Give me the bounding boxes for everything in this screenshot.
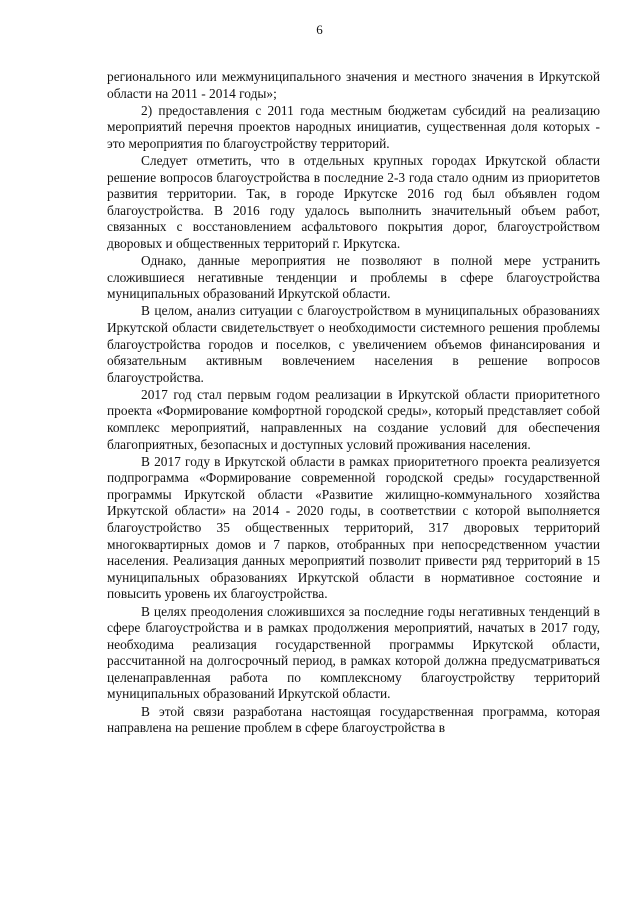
paragraph: Однако, данные мероприятия не позволяют в полной мере устранить сложившиеся негативные тенденции и проблемы в сфере благоустройства муниципальных образований Иркутской области. — [107, 253, 600, 302]
paragraph: Следует отметить, что в отдельных крупных городах Иркутской области решение вопросов благоустройства в последние 2-3 года стало одним из приоритетов развития территории. Так, в городе Иркутске 2016 год был объявлен годом благоустройства. В 2016 году удалось выполнить значительный объем работ, связанных с восстановлением асфальтового покрытия дорог, благоустройством дворовых и общественных территорий г. Иркутска. — [107, 152, 600, 251]
document-body — [107, 69, 600, 737]
paragraph: В целом, анализ ситуации с благоустройством в муниципальных образованиях Иркутской области свидетельствует о необходимости системного решения проблемы благоустройства городов и поселков, с увеличением объемов финансирования и обязательным активным вовлечением населения в решение вопросов благоустройства. — [107, 303, 600, 385]
paragraph: В этой связи разработана настоящая государственная программа, которая направлена на решение проблем в сфере благоустройства в — [107, 703, 600, 736]
page-number: 6 — [316, 22, 323, 37]
paragraph: В целях преодоления сложившихся за последние годы негативных тенденций в сфере благоустройства и в рамках продолжения мероприятий, начатых в 2017 году, необходима реализация государственной программы Иркутской области, рассчитанной на долгосрочный период, в рамках которой должна предусматриваться целенаправленная работа по комплексному благоустройству территорий муниципальных образований Иркутской области. — [107, 603, 600, 702]
paragraph: В 2017 году в Иркутской области в рамках приоритетного проекта реализуется подпрограмма «Формирование современной городской среды» государственной программы Иркутской области «Развитие жилищно-коммунального хозяйства Иркутской области» на 2014 - 2020 годы, в соответствии с которой выполняется благоустройство 35 общественных территорий, 317 дворовых территорий многоквартирных домов и 7 парков, отобранных при непосредственном участии населения. Реализация данных мероприятий позволит привести ряд территорий в 15 муниципальных образованиях Иркутской области в нормативное состояние и повысить уровень их благоустройства. — [107, 453, 600, 602]
paragraph-continuation: регионального или межмуниципального значения и местного значения в Иркутской области на 2011 - 2014 годы»; — [107, 69, 600, 101]
paragraph: 2017 год стал первым годом реализации в Иркутской области приоритетного проекта «Формирование комфортной городской среды», который представляет собой комплекс мероприятий, направленных на создание условий для обеспечения благоприятных, безопасных и доступных условий проживания населения. — [107, 386, 600, 452]
paragraph: 2) предоставления с 2011 года местным бюджетам субсидий на реализацию мероприятий перечня проектов народных инициатив, существенная доля которых - это мероприятия по благоустройству территорий. — [107, 102, 600, 151]
